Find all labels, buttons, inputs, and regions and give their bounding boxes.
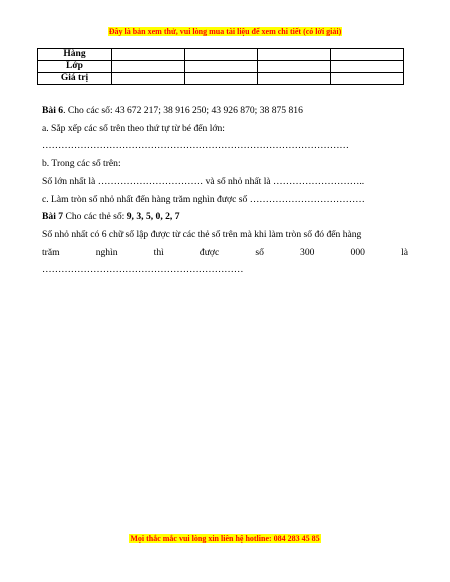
table-row [38, 61, 404, 73]
table-row [38, 49, 404, 61]
row-label-hang: Hàng [38, 49, 112, 61]
table-cell [331, 73, 404, 85]
exercise-content [42, 102, 408, 279]
exercise7-label: Bài 7 [42, 211, 64, 223]
table-cell [258, 73, 331, 85]
exercise6-part-c: c. Làm tròn số nhỏ nhất đến hàng trăm nghìn được số ……………………………… [42, 193, 365, 205]
row-label-lop: Lớp [38, 61, 112, 73]
hotline-banner [0, 534, 450, 543]
exercise7-line1: Số nhỏ nhất có 6 chữ số lập được từ các thẻ số trên mà khi làm tròn số đó đến hàng [42, 228, 362, 240]
table-row [38, 73, 404, 85]
preview-banner-text: Đây là bản xem thử, vui lòng mua tài liệu để xem chi tiết (có lời giải) [108, 27, 342, 36]
table-cell [112, 49, 185, 61]
hotline-banner-text: Mọi thắc mắc vui lòng xin liên hệ hotline: 084 283 45 85 [130, 534, 320, 543]
exercise7-intro: Bài 7 Cho các thẻ số: 9, 3, 5, 0, 2, 7 [42, 211, 180, 223]
exercise6-largest-smallest: Số lớn nhất là …………………………… và số nhỏ nhất là ……………………….. [42, 175, 365, 187]
exercise7-line3: ……………………………………………………… [42, 264, 244, 276]
answer-dots: …………………………………………………………………………………… [42, 140, 349, 152]
row-label-gia-tri: Giá trị [38, 73, 112, 85]
table-cell [258, 49, 331, 61]
preview-banner [0, 27, 450, 36]
exercise7-line2: trăm nghìn thì được số 300 000 là [42, 246, 408, 258]
table-cell [112, 73, 185, 85]
exercise6-intro: Bài 6. Cho các số: 43 672 217; 38 916 250; 43 926 870; 38 875 816 [42, 105, 303, 116]
exercise6-label: Bài 6 [42, 105, 64, 116]
table-cell [185, 49, 258, 61]
table-cell [112, 61, 185, 73]
table-cell [185, 73, 258, 85]
exercise7-cards: 9, 3, 5, 0, 2, 7 [126, 211, 180, 223]
exercise6-part-b: b. Trong các số trên: [42, 158, 121, 170]
table-cell [331, 61, 404, 73]
place-value-table [37, 48, 404, 85]
exercise6-part-a: a. Sắp xếp các số trên theo thứ tự từ bé đến lớn: [42, 122, 225, 134]
table-cell [331, 49, 404, 61]
table-cell [185, 61, 258, 73]
table-cell [258, 61, 331, 73]
